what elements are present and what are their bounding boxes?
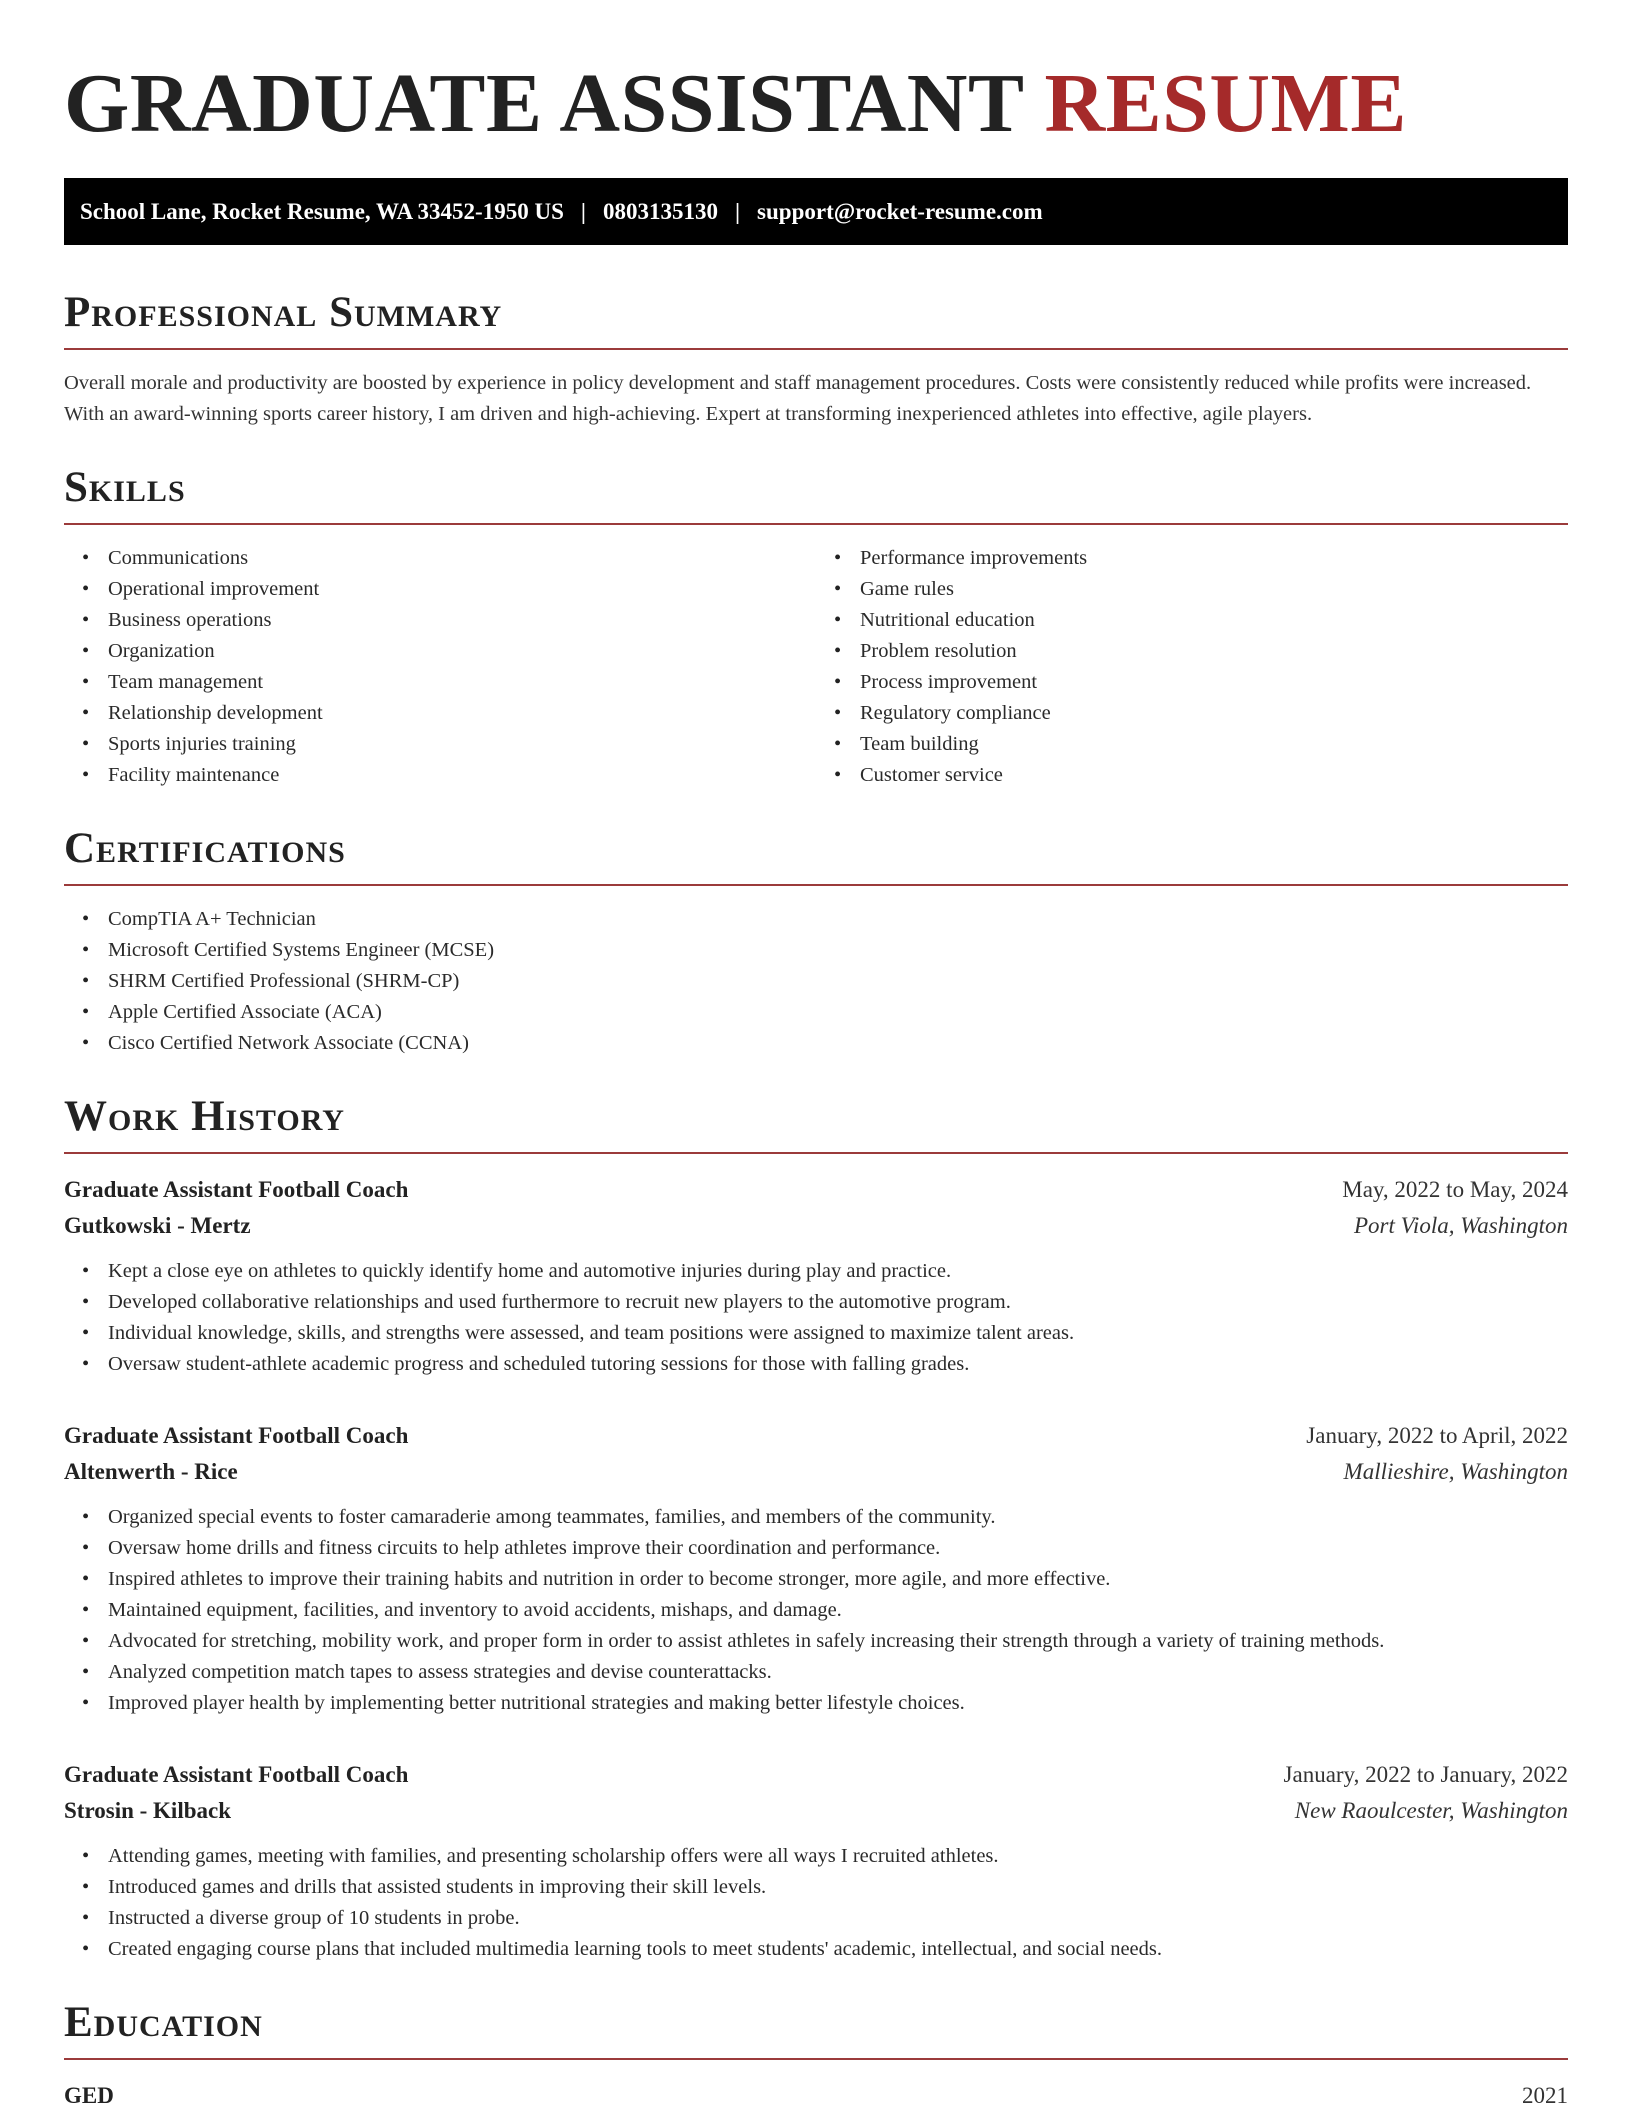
job-bullet: • Introduced games and drills that assisted students in improving their skill levels. xyxy=(108,1872,1568,1903)
job-dates: January, 2022 to January, 2022 xyxy=(1283,1762,1568,1788)
education-year: 2021 xyxy=(1522,2083,1568,2109)
contact-email: support@rocket-resume.com xyxy=(757,198,1043,224)
job-bullet: • Inspired athletes to improve their training habits and nutrition in order to become stronger, more agile, and more effective. xyxy=(108,1564,1568,1595)
education-degree: GED xyxy=(64,2083,114,2109)
job-company-row xyxy=(64,1208,1568,1244)
skill-item: • Team building xyxy=(860,729,1568,760)
job-bullet: • Oversaw home drills and fitness circuits to help athletes improve their coordination and performance. xyxy=(108,1533,1568,1564)
contact-address: School Lane, Rocket Resume, WA 33452-1950 US xyxy=(80,198,564,224)
job-bullet: • Developed collaborative relationships and used furthermore to recruit new players to the automotive program. xyxy=(108,1287,1568,1318)
contact-phone: 0803135130 xyxy=(602,198,718,224)
certification-item: • Cisco Certified Network Associate (CCNA) xyxy=(108,1028,1568,1059)
job-header-row xyxy=(64,1418,1568,1454)
job-bullet: • Maintained equipment, facilities, and inventory to avoid accidents, mishaps, and damage. xyxy=(108,1595,1568,1626)
contact-separator: | xyxy=(734,198,741,224)
job-header-row xyxy=(64,1757,1568,1793)
skills-section xyxy=(64,466,1568,791)
skills-list-right xyxy=(816,543,1568,791)
skill-item: • Regulatory compliance xyxy=(860,698,1568,729)
skills-heading: Skills xyxy=(64,466,1568,525)
job-company: Gutkowski - Mertz xyxy=(64,1213,251,1239)
job-bullets xyxy=(64,1841,1568,1965)
job-bullet: • Individual knowledge, skills, and strengths were assessed, and team positions were assigned to maximize talent areas. xyxy=(108,1318,1568,1349)
skill-item: • Communications xyxy=(108,543,816,574)
job-dates: January, 2022 to April, 2022 xyxy=(1306,1423,1568,1449)
job-entry xyxy=(64,1418,1568,1719)
summary-text: Overall morale and productivity are boosted by experience in policy development and staff management procedures. Costs were consistently reduced while profits were increased. With an award-winning sports career history, I am driven and high-achieving. Expert at transforming inexperienced athletes into effective, agile players. xyxy=(64,372,1532,426)
skill-item: • Game rules xyxy=(860,574,1568,605)
skill-item: • Nutritional education xyxy=(860,605,1568,636)
certification-item: • Microsoft Certified Systems Engineer (MCSE) xyxy=(108,935,1568,966)
skill-item: • Relationship development xyxy=(108,698,816,729)
certifications-list xyxy=(64,904,1568,1059)
education-heading: Education xyxy=(64,2001,1568,2060)
certification-item: • SHRM Certified Professional (SHRM-CP) xyxy=(108,966,1568,997)
skill-item: • Performance improvements xyxy=(860,543,1568,574)
resume-title xyxy=(64,56,1568,150)
job-bullets xyxy=(64,1502,1568,1719)
job-company: Strosin - Kilback xyxy=(64,1798,231,1824)
job-title: Graduate Assistant Football Coach xyxy=(64,1423,409,1449)
job-header-row xyxy=(64,1172,1568,1208)
skill-item: • Organization xyxy=(108,636,816,667)
skill-item: • Customer service xyxy=(860,760,1568,791)
job-location: Port Viola, Washington xyxy=(1353,1213,1568,1239)
title-main: GRADUATE ASSISTANT xyxy=(64,57,1023,150)
job-bullet: • Analyzed competition match tapes to assess strategies and devise counterattacks. xyxy=(108,1657,1568,1688)
skill-item: • Business operations xyxy=(108,605,816,636)
job-company-row xyxy=(64,1454,1568,1490)
job-bullet: • Oversaw student-athlete academic progress and scheduled tutoring sessions for those with falling grades. xyxy=(108,1349,1568,1380)
summary-section xyxy=(64,291,1568,430)
job-company: Altenwerth - Rice xyxy=(64,1459,238,1485)
contact-bar xyxy=(64,178,1568,245)
certifications-heading: Certifications xyxy=(64,827,1568,886)
skills-columns xyxy=(64,525,1568,791)
job-bullet: • Improved player health by implementing better nutritional strategies and making better lifestyle choices. xyxy=(108,1688,1568,1719)
job-title: Graduate Assistant Football Coach xyxy=(64,1762,409,1788)
job-bullet: • Instructed a diverse group of 10 students in probe. xyxy=(108,1903,1568,1934)
job-bullet: • Advocated for stretching, mobility work, and proper form in order to assist athletes in safely increasing their strength through a variety of training methods. xyxy=(108,1626,1568,1657)
education-row xyxy=(64,2078,1568,2114)
job-entry xyxy=(64,1757,1568,1965)
summary-heading: Professional Summary xyxy=(64,291,1568,350)
job-bullet: • Created engaging course plans that included multimedia learning tools to meet students' academic, intellectual, and social needs. xyxy=(108,1934,1568,1965)
skill-item: • Operational improvement xyxy=(108,574,816,605)
job-company-row xyxy=(64,1793,1568,1829)
work-history-section xyxy=(64,1095,1568,1965)
skill-item: • Facility maintenance xyxy=(108,760,816,791)
skills-list-left xyxy=(64,543,816,791)
job-location: New Raoulcester, Washington xyxy=(1294,1798,1568,1824)
skill-item: • Sports injuries training xyxy=(108,729,816,760)
job-dates: May, 2022 to May, 2024 xyxy=(1342,1177,1568,1203)
education-section xyxy=(64,2001,1568,2114)
job-entry xyxy=(64,1172,1568,1380)
job-bullets xyxy=(64,1256,1568,1380)
work-history-heading: Work History xyxy=(64,1095,1568,1154)
job-bullet: • Organized special events to foster camaraderie among teammates, families, and members of the community. xyxy=(108,1502,1568,1533)
title-accent: RESUME xyxy=(1044,57,1407,150)
skill-item: • Process improvement xyxy=(860,667,1568,698)
certifications-section xyxy=(64,827,1568,1059)
job-title: Graduate Assistant Football Coach xyxy=(64,1177,409,1203)
job-bullet: • Kept a close eye on athletes to quickly identify home and automotive injuries during play and practice. xyxy=(108,1256,1568,1287)
skill-item: • Problem resolution xyxy=(860,636,1568,667)
job-location: Mallieshire, Washington xyxy=(1343,1459,1568,1485)
skill-item: • Team management xyxy=(108,667,816,698)
certification-item: • CompTIA A+ Technician xyxy=(108,904,1568,935)
certification-item: • Apple Certified Associate (ACA) xyxy=(108,997,1568,1028)
job-bullet: • Attending games, meeting with families, and presenting scholarship offers were all ways I recruited athletes. xyxy=(108,1841,1568,1872)
contact-separator: | xyxy=(580,198,586,224)
